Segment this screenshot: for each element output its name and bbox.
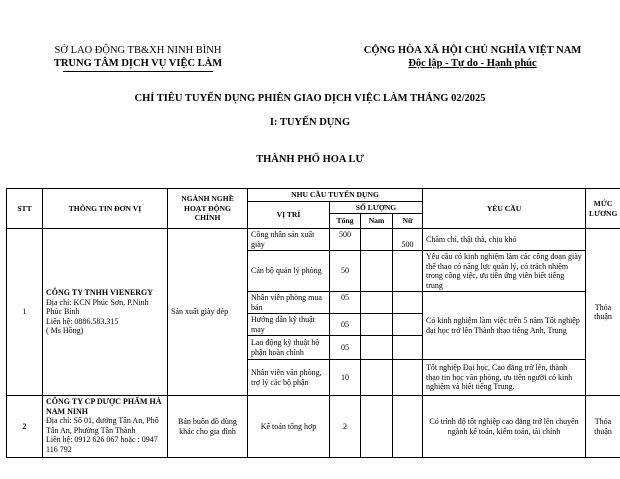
salary-cell: Thỏa thuận xyxy=(586,396,620,458)
recruitment-table xyxy=(6,188,620,458)
male-cell xyxy=(361,251,393,292)
requirement-cell: Chăm chỉ, thật thà, chịu khó xyxy=(423,229,586,251)
industry-cell: Sản xuất giày dép xyxy=(168,229,248,396)
total-cell: 10 xyxy=(330,360,361,396)
female-cell xyxy=(393,360,423,396)
header-salary: MỨC LƯƠNG xyxy=(586,189,620,229)
position-cell: Nhân viên phòng mua bán xyxy=(248,292,330,314)
section-title: I: TUYỂN DỤNG xyxy=(269,117,351,128)
row-stt: 1 xyxy=(7,229,43,396)
requirement-cell: Có trình độ tốt nghiệp cao đẳng trở lên chuyên ngành kế toán, kiểm toán, tài chính xyxy=(423,396,586,458)
male-cell xyxy=(361,229,393,251)
table-row xyxy=(7,229,620,251)
header-stt: STT xyxy=(7,189,43,229)
header-company: THÔNG TIN ĐƠN VỊ xyxy=(43,189,168,229)
position-cell: Hướng dẫn kỹ thuật may xyxy=(248,314,330,336)
total-cell: 2 xyxy=(330,396,361,458)
company-address: Địa chỉ: KCN Phúc Sơn, P.Ninh Phúc Bình xyxy=(46,297,149,317)
male-cell xyxy=(361,314,393,336)
requirement-cell: Yêu cầu có kinh nghiệm làm các công đoạn giày thể thao có năng lực quản lý, có trách nhiệm trong công việc, ưu tiên ứng viên biết tiếng trung xyxy=(423,251,586,292)
city-title: THÀNH PHỐ HOA LƯ xyxy=(256,154,364,165)
header-quantity: SỐ LƯỢNG xyxy=(330,201,423,214)
national-motto: Độc lập - Tự do - Hạnh phúc xyxy=(408,58,537,69)
female-cell xyxy=(393,396,423,458)
header-total: Tổng xyxy=(330,214,361,229)
requirement-cell: Có kinh nghiệm làm việc trên 5 năm Tốt nghiệp đại học trở lên Thành thạo tiếng Anh, Trung xyxy=(423,292,586,360)
national-header xyxy=(330,44,615,70)
salary-cell: Thỏa thuận xyxy=(586,229,620,396)
header-underline xyxy=(63,71,213,72)
header-requirements: YÊU CẦU xyxy=(423,189,586,229)
male-cell xyxy=(361,292,393,314)
agency-header xyxy=(18,44,258,72)
row-stt: 2 xyxy=(7,396,43,458)
female-cell: 500 xyxy=(393,229,423,251)
position-cell: Lao động kỹ thuật bộ phận hoàn chỉnh xyxy=(248,336,330,360)
male-cell xyxy=(361,360,393,396)
document-title: CHỈ TIÊU TUYỂN DỤNG PHIÊN GIAO DỊCH VIỆC LÀM THÁNG 02/2025 xyxy=(134,93,486,104)
header-female: Nữ xyxy=(393,214,423,229)
total-cell: 05 xyxy=(330,292,361,314)
total-cell: 05 xyxy=(330,314,361,336)
total-cell: 50 xyxy=(330,251,361,292)
female-cell xyxy=(393,336,423,360)
position-cell: Công nhân sản xuất giày xyxy=(248,229,330,251)
header-male: Nam xyxy=(361,214,393,229)
company-name: CÔNG TY TNHH VIENERGY xyxy=(46,288,154,298)
position-cell: Cán bộ quản lý phòng xyxy=(248,251,330,292)
male-cell xyxy=(361,396,393,458)
male-cell xyxy=(361,336,393,360)
header-industry: NGÀNH NGHỀ HOẠT ĐỘNG CHÍNH xyxy=(168,189,248,229)
center-name: TRUNG TÂM DỊCH VỤ VIỆC LÀM xyxy=(53,58,223,69)
female-cell xyxy=(393,314,423,336)
company-info xyxy=(43,396,168,458)
company-info xyxy=(43,229,168,396)
company-contact: Liên hệ: 0912 626 067 hoặc : 0947 116 792 xyxy=(46,435,158,454)
female-cell xyxy=(393,292,423,314)
female-cell xyxy=(393,251,423,292)
table-row xyxy=(7,396,620,458)
company-person: ( Ms Hồng) xyxy=(46,326,84,336)
requirement-cell: Tốt nghiệp Đại học, Cao đẳng trở lên, thành thạo tin học văn phòng, ưu tiên người có kinh nghiệm và biết tiếng Trung. xyxy=(423,360,586,396)
company-name: CÔNG TY CP DƯỢC PHẨM HÀ NAM NINH xyxy=(46,397,162,416)
industry-cell: Bán buôn đồ dùng khác cho gia đình xyxy=(168,396,248,458)
company-contact: Liên hệ: 0886.583.315 xyxy=(46,316,119,326)
company-address: Địa chỉ: Số 01, đường Tân An, Phố Tân An, Phường Tân Thành xyxy=(46,416,159,435)
header-position: VỊ TRÍ xyxy=(248,201,330,229)
national-title: CỘNG HÒA XÃ HỘI CHỦ NGHĨA VIỆT NAM xyxy=(363,45,582,56)
ministry-name: SỞ LAO ĐỘNG TB&XH NINH BÌNH xyxy=(54,45,222,56)
position-cell: Nhân viên văn phòng, trợ lý các bộ phận xyxy=(248,360,330,396)
total-cell: 05 xyxy=(330,336,361,360)
total-cell: 500 xyxy=(330,229,361,251)
position-cell: Kế toán tổng hợp xyxy=(248,396,330,458)
header-demand: NHU CẦU TUYỂN DỤNG xyxy=(248,189,423,202)
